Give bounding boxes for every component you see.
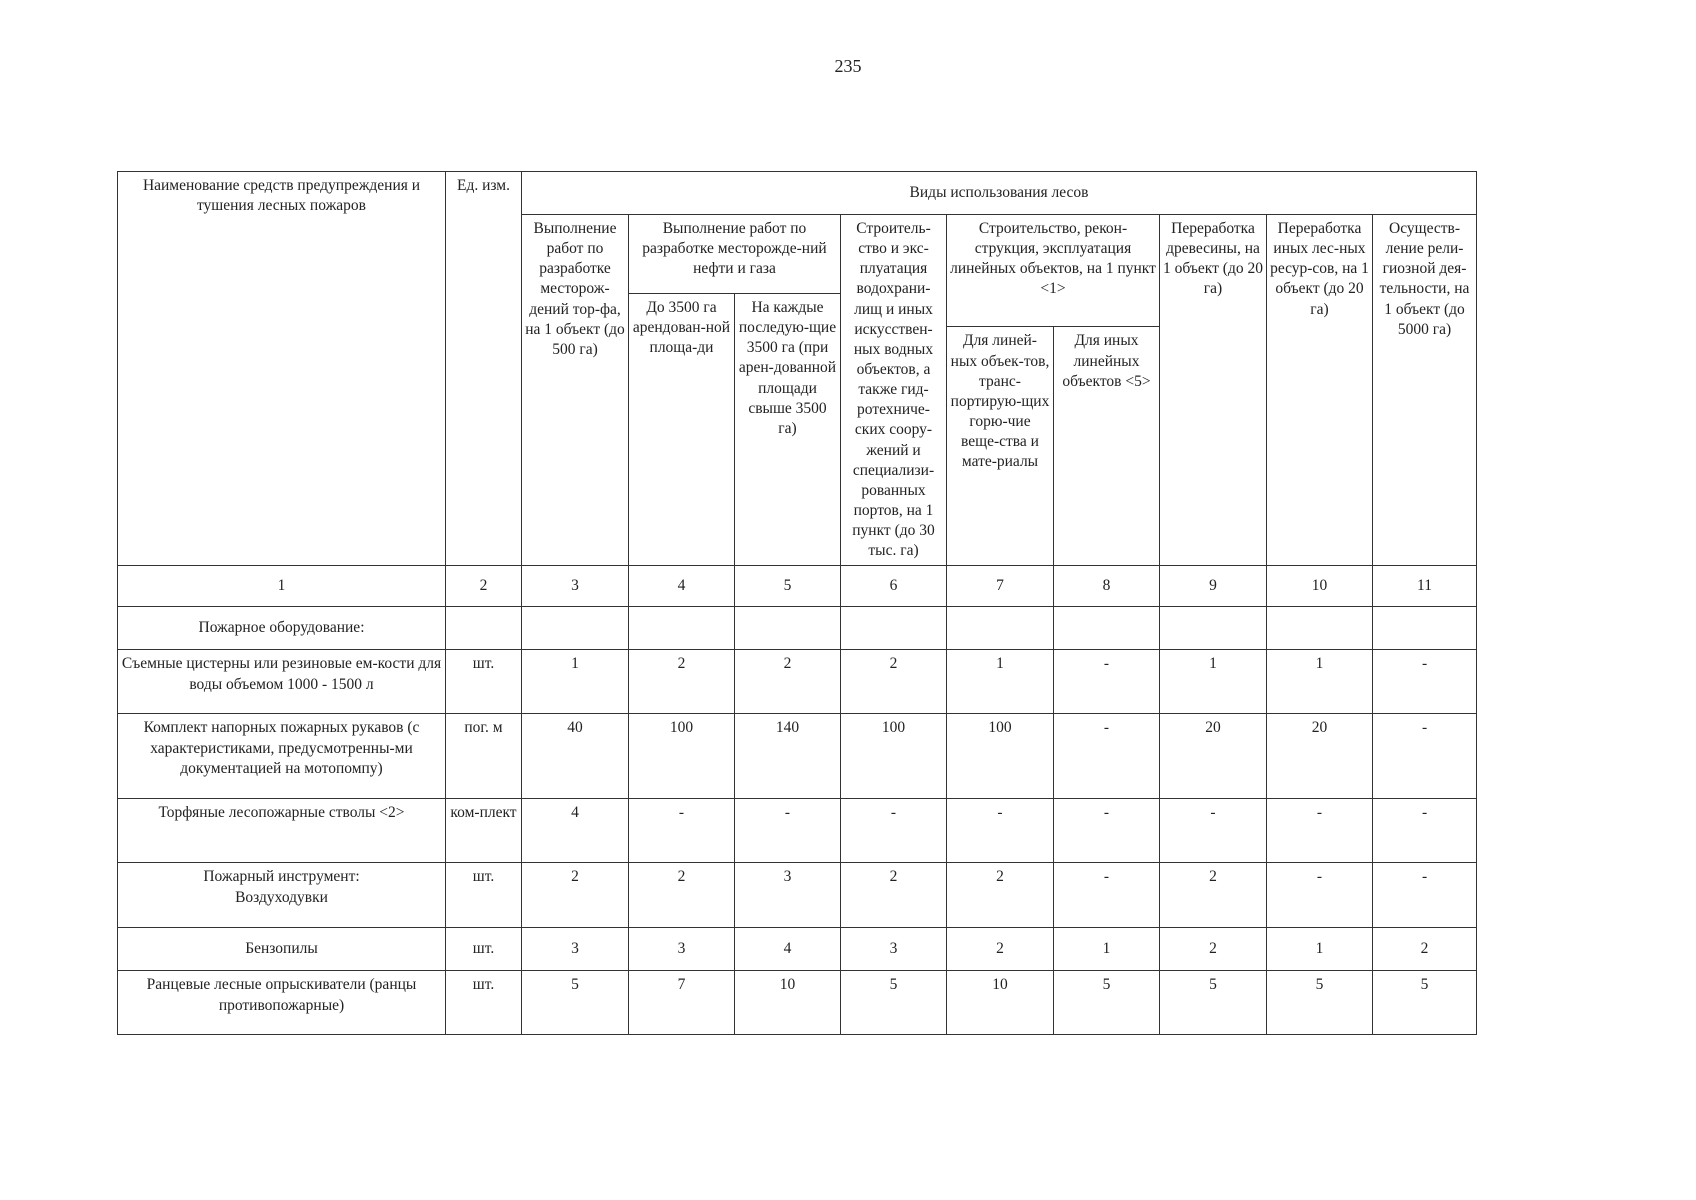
cell-value: 1 (1267, 928, 1373, 971)
header-col5: На каждые последую-щие 3500 га (при арен-дованной площади свыше 3500 га) (735, 294, 841, 566)
cell-value: 40 (522, 714, 629, 799)
column-number: 9 (1160, 566, 1267, 607)
cell-value: 5 (1054, 971, 1160, 1035)
header-group-forest-use: Виды использования лесов (522, 172, 1477, 215)
column-number: 4 (629, 566, 735, 607)
cell-value: 2 (629, 650, 735, 714)
cell-value: 2 (1373, 928, 1477, 971)
column-number: 6 (841, 566, 947, 607)
cell-value: - (1054, 863, 1160, 928)
cell-value: 2 (735, 650, 841, 714)
cell-value: - (1160, 799, 1267, 863)
cell-value: 100 (629, 714, 735, 799)
cell-value: 1 (1160, 650, 1267, 714)
column-number: 7 (947, 566, 1054, 607)
row-name: Бензопилы (118, 928, 446, 971)
table-row (118, 863, 1477, 928)
cell-value: 5 (1160, 971, 1267, 1035)
cell-value: - (1373, 650, 1477, 714)
cell-value: - (1054, 650, 1160, 714)
cell-value: 1 (1267, 650, 1373, 714)
cell-value: 20 (1267, 714, 1373, 799)
cell-value: 140 (735, 714, 841, 799)
cell-value: 100 (947, 714, 1054, 799)
header-group-linear: Строительство, рекон-струкция, эксплуатация линейных объектов, на 1 пункт <1> (947, 215, 1160, 327)
header-col10: Переработка иных лес-ных ресур-сов, на 1 объект (до 20 га) (1267, 215, 1373, 566)
cell-value: - (1373, 714, 1477, 799)
header-name: Наименование средств предупреждения и тушения лесных пожаров (118, 172, 446, 566)
column-numbers-row (118, 566, 1477, 607)
header-col4: До 3500 га арендован-ной площа-ди (629, 294, 735, 566)
cell-value: 1 (1054, 928, 1160, 971)
header-unit: Ед. изм. (446, 172, 522, 566)
cell-value: - (629, 799, 735, 863)
cell-value: 1 (522, 650, 629, 714)
cell-value: 5 (1267, 971, 1373, 1035)
cell-value: - (1054, 714, 1160, 799)
cell-value: 3 (841, 928, 947, 971)
cell-value: 3 (629, 928, 735, 971)
cell-value: 2 (1160, 928, 1267, 971)
cell-value: 4 (735, 928, 841, 971)
cell-value: 4 (522, 799, 629, 863)
header-col11: Осуществ-ление рели-гиозной дея-тельности, на 1 объект (до 5000 га) (1373, 215, 1477, 566)
column-number: 2 (446, 566, 522, 607)
cell-value: - (735, 799, 841, 863)
cell-value: 5 (1373, 971, 1477, 1035)
cell-value: 2 (1160, 863, 1267, 928)
row-name: Торфяные лесопожарные стволы <2> (118, 799, 446, 863)
cell-value: 2 (841, 863, 947, 928)
row-unit: шт. (446, 971, 522, 1035)
cell-value: 3 (522, 928, 629, 971)
cell-value: 7 (629, 971, 735, 1035)
header-col3: Выполнение работ по разработке месторож-дений тор-фа, на 1 объект (до 500 га) (522, 215, 629, 566)
cell-value: 3 (735, 863, 841, 928)
cell-value: 2 (629, 863, 735, 928)
cell-value: 10 (947, 971, 1054, 1035)
cell-value: 20 (1160, 714, 1267, 799)
section-title: Пожарное оборудование: (118, 607, 446, 650)
table-row (118, 971, 1477, 1035)
row-name: Съемные цистерны или резиновые ем-кости для воды объемом 1000 - 1500 л (118, 650, 446, 714)
header-group-oil-gas: Выполнение работ по разработке месторожде-ний нефти и газа (629, 215, 841, 294)
cell-value: 2 (947, 928, 1054, 971)
cell-value: - (1373, 799, 1477, 863)
column-number: 1 (118, 566, 446, 607)
row-unit: шт. (446, 928, 522, 971)
header-col9: Переработка древесины, на 1 объект (до 20 га) (1160, 215, 1267, 566)
table-row (118, 714, 1477, 799)
column-number: 11 (1373, 566, 1477, 607)
row-unit: шт. (446, 863, 522, 928)
forest-fire-equipment-table (117, 171, 1477, 1035)
cell-value: 2 (947, 863, 1054, 928)
header-col7: Для линей-ных объек-тов, транс-портирую-щих горю-чие веще-ства и мате-риалы (947, 327, 1054, 566)
cell-value: 5 (522, 971, 629, 1035)
cell-value: 100 (841, 714, 947, 799)
cell-value: 5 (841, 971, 947, 1035)
page-number: 235 (834, 56, 862, 76)
column-number: 3 (522, 566, 629, 607)
row-unit: шт. (446, 650, 522, 714)
row-name: Ранцевые лесные опрыскиватели (ранцы противопожарные) (118, 971, 446, 1035)
cell-value: - (1373, 863, 1477, 928)
cell-value: 10 (735, 971, 841, 1035)
table-row (118, 650, 1477, 714)
header-col8: Для иных линейных объектов <5> (1054, 327, 1160, 566)
cell-value: 2 (522, 863, 629, 928)
column-number: 8 (1054, 566, 1160, 607)
column-number: 5 (735, 566, 841, 607)
header-col6: Строитель-ство и экс-плуатация водохрани-лищ и иных искусствен-ных водных объектов, а также гид-ротехниче-ских соору-жений и специализи-рованных портов, на 1 пункт (до 30 тыс. га) (841, 215, 947, 566)
cell-value: - (947, 799, 1054, 863)
row-unit: пог. м (446, 714, 522, 799)
cell-value: 1 (947, 650, 1054, 714)
row-name: Пожарный инструмент: Воздуходувки (118, 863, 446, 928)
column-number: 10 (1267, 566, 1373, 607)
cell-value: - (1267, 799, 1373, 863)
row-unit: ком-плект (446, 799, 522, 863)
cell-value: - (1054, 799, 1160, 863)
cell-value: 2 (841, 650, 947, 714)
row-name: Комплект напорных пожарных рукавов (с характеристиками, предусмотренны-ми документацией на мотопомпу) (118, 714, 446, 799)
cell-value: - (1267, 863, 1373, 928)
table-row (118, 928, 1477, 971)
section-row (118, 607, 1477, 650)
cell-value: - (841, 799, 947, 863)
table-row (118, 799, 1477, 863)
